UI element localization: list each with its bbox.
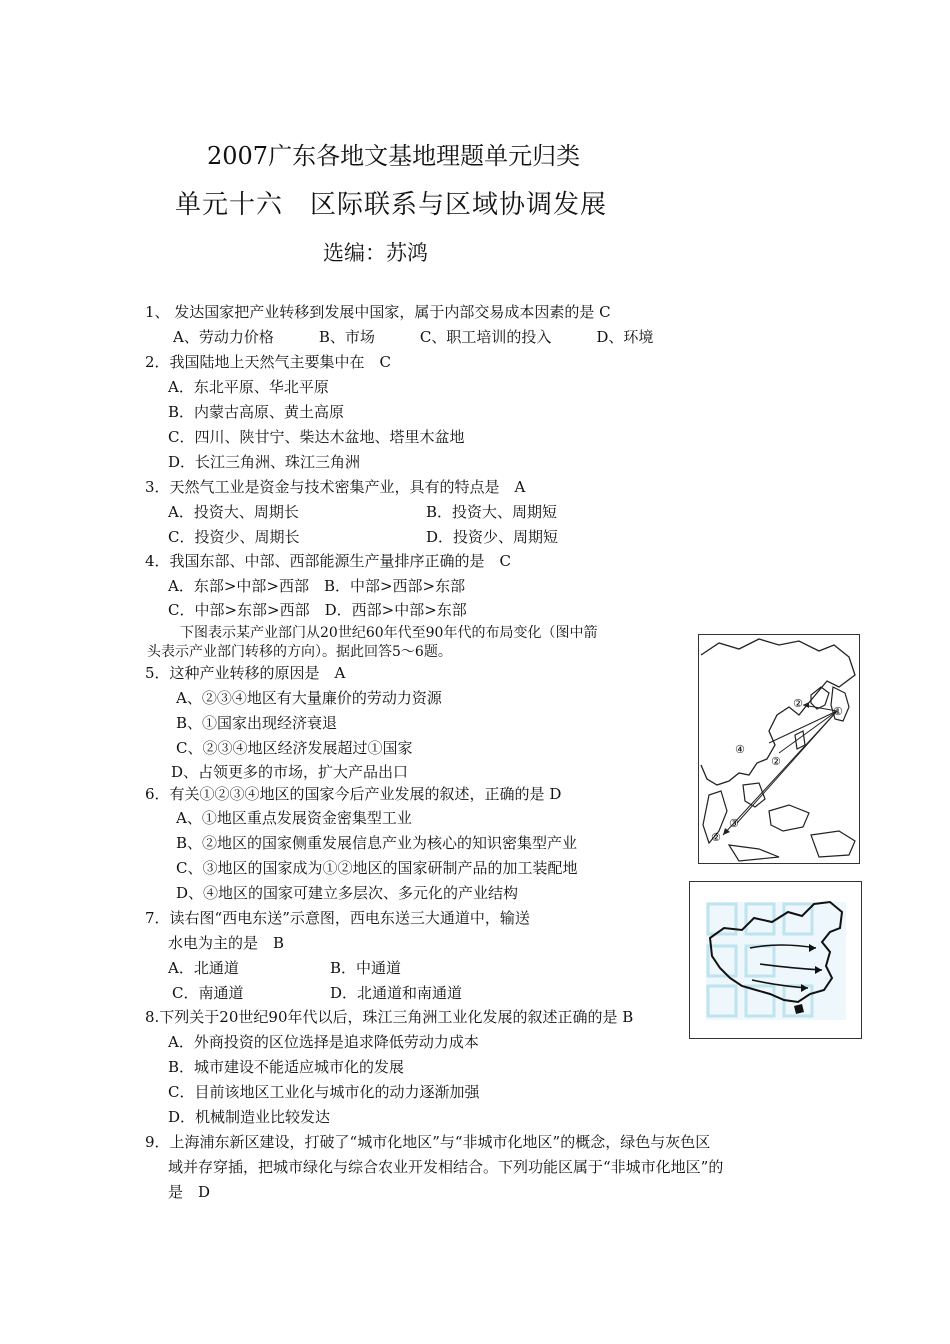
q5-option-c: C、②③④地区经济发展超过①国家 bbox=[176, 739, 413, 757]
figure-intro-2: 头表示产业部门转移的方向）。据此回答5～6题。 bbox=[147, 644, 452, 660]
question-7: 7．读右图“西电东送”示意图，西电东送三大通道中，输送 bbox=[145, 909, 530, 927]
question-8: 8.下列关于20世纪90年代以后，珠江三角洲工业化发展的叙述正确的是 B bbox=[145, 1008, 634, 1026]
map-label-3: ③ bbox=[729, 817, 739, 830]
q2-option-d: D．长江三角洲、珠江三角洲 bbox=[168, 453, 361, 471]
q1-options: A、劳动力价格 B、市场 C、职工培训的投入 D、环境 bbox=[173, 328, 654, 346]
q8-option-c: C．目前该地区工业化与城市化的动力逐渐加强 bbox=[168, 1083, 480, 1101]
west-east-power-map bbox=[689, 881, 862, 1039]
q7-option-d: D．北通道和南通道 bbox=[330, 984, 463, 1002]
q3-option-a: A．投资大、周期长 bbox=[168, 503, 299, 521]
editor-line: 选编：苏鸿 bbox=[323, 241, 428, 265]
map-label-2a: ② bbox=[793, 697, 803, 710]
map-label-2c: ② bbox=[711, 831, 721, 844]
question-7-cont: 水电为主的是 B bbox=[168, 934, 285, 952]
question-9-cont: 域并存穿插，把城市绿化与综合农业开发相结合。下列功能区属于“非城市化地区”的 bbox=[168, 1158, 724, 1176]
q8-option-d: D．机械制造业比较发达 bbox=[168, 1108, 331, 1126]
question-3: 3．天然气工业是资金与技术密集产业，具有的特点是 A bbox=[145, 478, 526, 496]
q4-options-ab: A．东部>中部>西部 B．中部>西部>东部 bbox=[168, 577, 466, 595]
q5-option-d: D、占领更多的市场，扩大产品出口 bbox=[171, 763, 409, 781]
q5-option-b: B、①国家出现经济衰退 bbox=[176, 714, 338, 732]
q3-option-b: B．投资大、周期短 bbox=[426, 503, 558, 521]
q3-option-d: D．投资少、周期短 bbox=[426, 528, 559, 546]
q8-option-a: A．外商投资的区位选择是追求降低劳动力成本 bbox=[168, 1033, 479, 1051]
figure-intro-1: 下图表示某产业部门从20世纪60年代至90年代的布局变化（图中箭 bbox=[180, 625, 598, 641]
question-9: 9．上海浦东新区建设，打破了“城市化地区”与“非城市化地区”的概念，绿色与灰色区 bbox=[145, 1133, 711, 1151]
industry-transfer-map bbox=[698, 634, 860, 864]
question-2: 2．我国陆地上天然气主要集中在 C bbox=[145, 353, 392, 371]
q6-option-c: C、③地区的国家成为①②地区的国家研制产品的加工装配地 bbox=[176, 859, 578, 877]
q7-option-c: C．南通道 bbox=[172, 984, 244, 1002]
map-drawing bbox=[699, 635, 859, 863]
q5-option-a: A、②③④地区有大量廉价的劳动力资源 bbox=[176, 689, 442, 707]
map-label-4: ④ bbox=[735, 743, 745, 756]
q6-option-d: D、④地区的国家可建立多层次、多元化的产业结构 bbox=[176, 884, 519, 902]
q2-option-c: C．四川、陕甘宁、柴达木盆地、塔里木盆地 bbox=[168, 428, 465, 446]
document-title: 2007广东各地文基地理题单元归类 bbox=[207, 142, 581, 170]
power-map-drawing bbox=[690, 882, 861, 1038]
q6-option-b: B、②地区的国家侧重发展信息产业为核心的知识密集型产业 bbox=[176, 834, 578, 852]
q2-option-a: A．东北平原、华北平原 bbox=[168, 378, 329, 396]
q4-options-cd: C．中部>东部>西部 D．西部>中部>东部 bbox=[168, 601, 467, 619]
q7-option-b: B．中通道 bbox=[330, 959, 402, 977]
question-9-end: 是 D bbox=[168, 1183, 211, 1201]
q6-option-a: A、①地区重点发展资金密集型工业 bbox=[176, 809, 412, 827]
q2-option-b: B．内蒙古高原、黄土高原 bbox=[168, 403, 345, 421]
question-4: 4．我国东部、中部、西部能源生产量排序正确的是 C bbox=[145, 552, 512, 570]
map-label-1: ① bbox=[833, 705, 843, 718]
q7-option-a: A．北通道 bbox=[168, 959, 239, 977]
question-6: 6．有关①②③④地区的国家今后产业发展的叙述，正确的是 D bbox=[145, 785, 562, 803]
q8-option-b: B．城市建设不能适应城市化的发展 bbox=[168, 1058, 405, 1076]
q3-option-c: C．投资少、周期长 bbox=[168, 528, 300, 546]
question-5: 5．这种产业转移的原因是 A bbox=[145, 664, 346, 682]
map-label-2b: ② bbox=[771, 755, 781, 768]
question-1: 1、 发达国家把产业转移到发展中国家，属于内部交易成本因素的是 C bbox=[145, 303, 611, 321]
unit-title: 单元十六 区际联系与区域协调发展 bbox=[175, 190, 608, 220]
